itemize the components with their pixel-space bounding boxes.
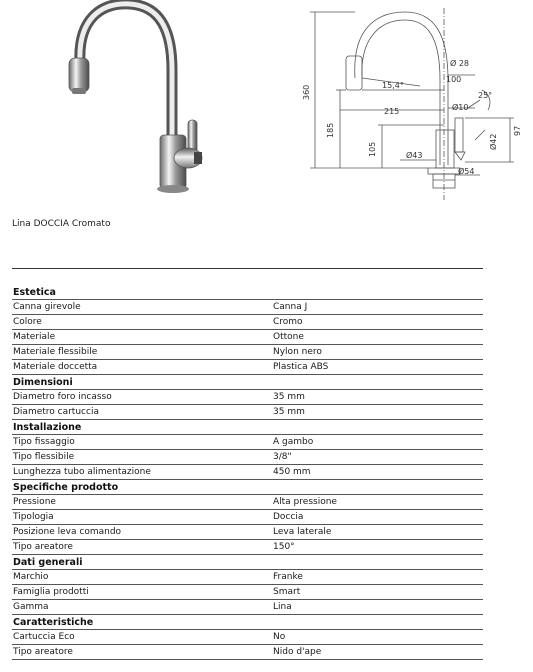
spec-key: Tipo fissaggio: [13, 437, 75, 447]
section-dimensioni-title: Dimensioni: [12, 375, 483, 390]
spec-key: Marchio: [13, 572, 49, 582]
spec-key: Gamma: [13, 602, 49, 612]
spec-value: Ottone: [273, 332, 304, 342]
spec-key: Posizione leva comando: [13, 527, 122, 537]
spec-key: Famiglia prodotti: [13, 587, 89, 597]
product-images: [0, 0, 533, 215]
spec-row: [12, 345, 483, 360]
spec-value: Alta pressione: [273, 497, 337, 507]
spec-key: Tipo flessibile: [13, 452, 75, 462]
spec-row: [12, 495, 483, 510]
spec-key: Colore: [13, 317, 42, 327]
spec-value: Leva laterale: [273, 527, 332, 537]
spec-key: Diametro foro incasso: [13, 392, 112, 402]
dim-100: 100: [446, 75, 462, 84]
technical-drawing: [300, 0, 533, 215]
spec-value: Lina: [273, 602, 292, 612]
spec-row: [12, 585, 483, 600]
spec-row: [12, 330, 483, 345]
spec-key: Tipo areatore: [13, 542, 73, 552]
dim-215: 215: [384, 107, 400, 116]
divider: [12, 268, 483, 269]
spec-value: No: [273, 632, 286, 642]
dim-185: 185: [326, 122, 335, 138]
spec-key: Diametro cartuccia: [13, 407, 99, 417]
spec-value: 35 mm: [273, 407, 305, 417]
spec-value: A gambo: [273, 437, 314, 447]
dim-angle-15: 15,4°: [382, 81, 404, 90]
section-caratteristiche-title: Caratteristiche: [12, 615, 483, 630]
spec-row: [12, 645, 483, 660]
spec-row: [12, 390, 483, 405]
spec-row: [12, 405, 483, 420]
dim-10: Ø10: [452, 103, 469, 112]
spec-key: Pressione: [13, 497, 56, 507]
spec-value: 3/8": [273, 452, 292, 462]
spec-key: Materiale: [13, 332, 56, 342]
spec-value: Doccia: [273, 512, 304, 522]
specs-table: [12, 285, 483, 660]
faucet-photo: [60, 0, 220, 200]
spec-key: Materiale flessibile: [13, 347, 98, 357]
spec-key: Materiale doccetta: [13, 362, 98, 372]
spec-row: [12, 450, 483, 465]
dim-105: 105: [368, 141, 377, 157]
spec-key: Canna girevole: [13, 302, 81, 312]
spec-row: [12, 300, 483, 315]
spec-key: Lunghezza tubo alimentazione: [13, 467, 151, 477]
dim-28: Ø 28: [450, 59, 470, 68]
section-estetica-title: Estetica: [12, 285, 483, 300]
spec-value: 35 mm: [273, 392, 305, 402]
spec-value: Nylon nero: [273, 347, 322, 357]
spec-value: Smart: [273, 587, 301, 597]
spec-row: [12, 630, 483, 645]
section-specifiche-title: Specifiche prodotto: [12, 480, 483, 495]
spec-row: [12, 465, 483, 480]
spec-row: [12, 360, 483, 375]
spec-row: [12, 435, 483, 450]
spec-value: Plastica ABS: [273, 362, 329, 372]
dim-43: Ø43: [406, 151, 423, 160]
section-dati-title: Dati generali: [12, 555, 483, 570]
spec-row: [12, 600, 483, 615]
spec-row: [12, 540, 483, 555]
dim-angle-25: 25°: [478, 91, 493, 100]
section-installazione-title: Installazione: [12, 420, 483, 435]
dim-42: Ø42: [489, 133, 498, 150]
spec-value: 150°: [273, 542, 295, 552]
spec-key: Cartuccia Eco: [13, 632, 75, 642]
spec-value: Canna J: [273, 302, 308, 312]
spec-key: Tipo areatore: [13, 647, 73, 657]
spec-value: Franke: [273, 572, 303, 582]
dim-54: Ø54: [458, 167, 475, 176]
product-caption: Lina DOCCIA Cromato: [12, 219, 111, 229]
spec-row: [12, 315, 483, 330]
spec-value: 450 mm: [273, 467, 311, 477]
dim-360: 360: [302, 84, 311, 100]
spec-key: Tipologia: [13, 512, 54, 522]
spec-value: Nido d'ape: [273, 647, 322, 657]
spec-row: [12, 510, 483, 525]
spec-value: Cromo: [273, 317, 303, 327]
spec-row: [12, 570, 483, 585]
spec-row: [12, 525, 483, 540]
dim-97: 97: [513, 125, 522, 136]
